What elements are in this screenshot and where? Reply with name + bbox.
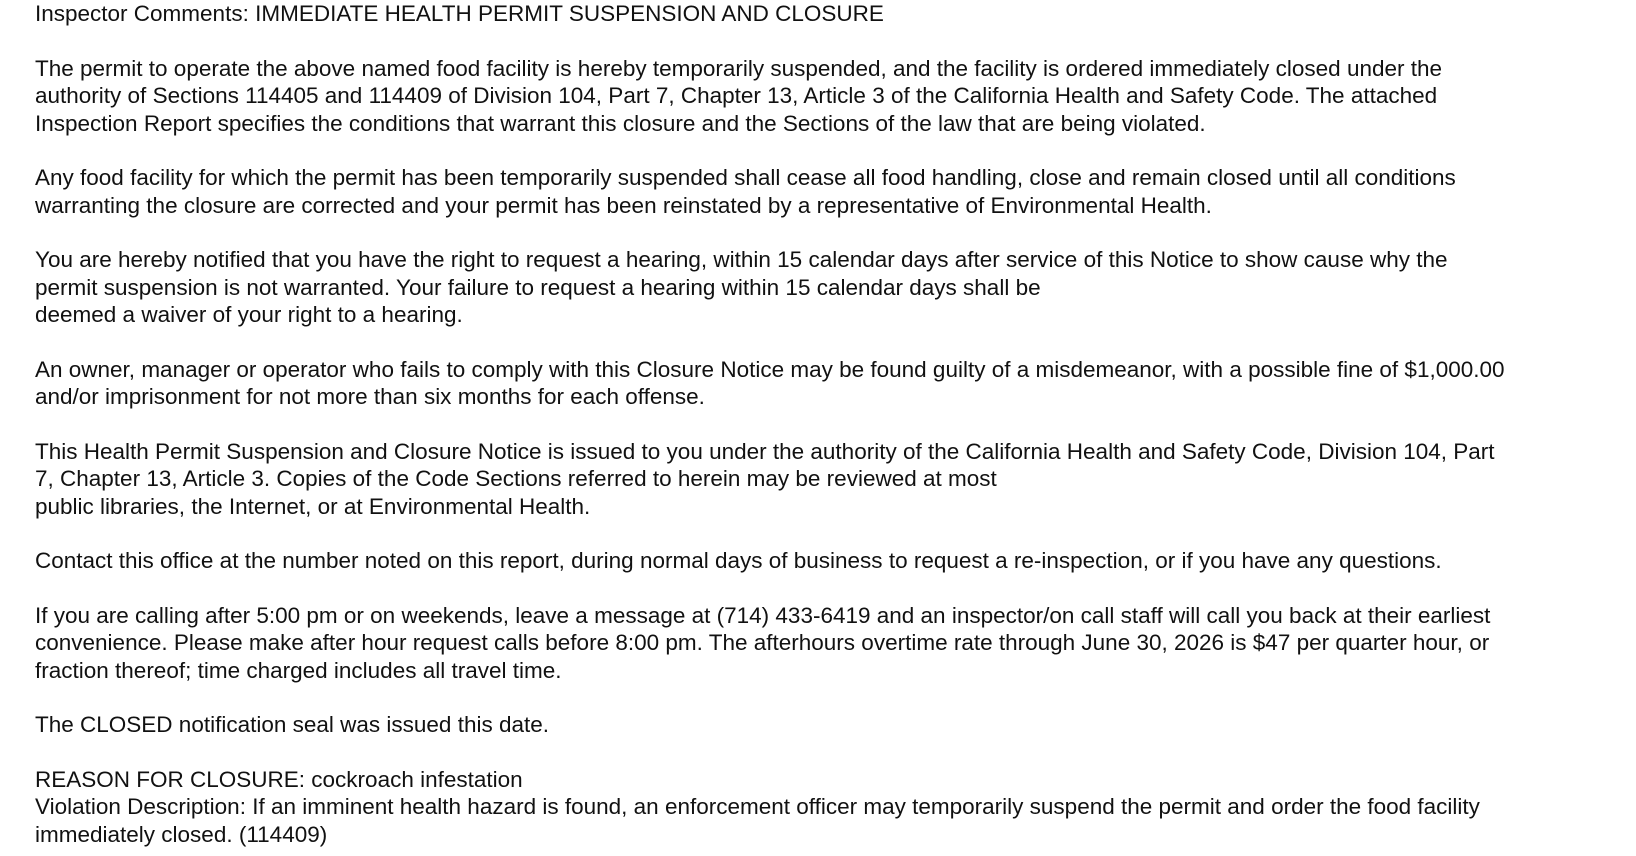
- paragraph-line: and/or imprisonment for not more than six months for each offense.: [35, 384, 705, 409]
- paragraph-line: You are hereby notified that you have the right to request a hearing, within 15 calendar days after service of this Notice to show cause why the: [35, 247, 1448, 272]
- paragraph-permit-suspension: [35, 55, 1625, 138]
- paragraph-cease-handling: [35, 164, 1625, 219]
- paragraph-after-hours: [35, 602, 1625, 685]
- paragraph-line: An owner, manager or operator who fails to comply with this Closure Notice may be found guilty of a misdemeanor, with a possible fine of $1,000.00: [35, 356, 1505, 382]
- paragraph-misdemeanor-penalty: [35, 356, 1625, 411]
- paragraph-line: Inspection Report specifies the conditions that warrant this closure and the Sections of the law that are being violated.: [35, 110, 1206, 136]
- inspector-comments-header: [35, 0, 1625, 28]
- paragraph-closed-seal: [35, 711, 1625, 739]
- paragraph-line: If you are calling after 5:00 pm or on weekends, leave a message at (714) 433-6419 and an inspector/on call staff will call you back at their earliest: [35, 602, 1491, 628]
- paragraph-line: public libraries, the Internet, or at Environmental Health.: [35, 493, 591, 519]
- inspector-comments-title: Inspector Comments: IMMEDIATE HEALTH PERMIT SUSPENSION AND CLOSURE: [35, 1, 884, 26]
- paragraph-line: This Health Permit Suspension and Closure Notice is issued to you under the authority of the California Health and Safety Code, Division 104, Part: [35, 438, 1495, 464]
- paragraph-contact-office: [35, 547, 1625, 575]
- paragraph-line: fraction thereof; time charged includes all travel time.: [35, 657, 562, 683]
- paragraph-line: deemed a waiver of your right to a hearing.: [35, 302, 463, 327]
- paragraph-line: Any food facility for which the permit has been temporarily suspended shall cease all food handling, close and remain closed until all conditions: [35, 165, 1456, 190]
- violation-description-line: immediately closed. (114409): [35, 821, 328, 847]
- paragraph-line: The permit to operate the above named food facility is hereby temporarily suspended, and the facility is ordered immediately closed under the: [35, 55, 1443, 81]
- paragraph-line: authority of Sections 114405 and 114409 of Division 104, Part 7, Chapter 13, Article 3 of the California Health and Safety Code. The attached: [35, 83, 1438, 108]
- paragraph-authority: [35, 438, 1625, 521]
- paragraph-line: warranting the closure are corrected and your permit has been reinstated by a representative of Environmental Health.: [35, 192, 1212, 218]
- paragraph-line: permit suspension is not warranted. Your failure to request a hearing within 15 calendar days shall be: [35, 274, 1041, 300]
- closure-reason: REASON FOR CLOSURE: cockroach infestation: [35, 766, 523, 792]
- violation-description-line: Violation Description: If an imminent health hazard is found, an enforcement officer may temporarily suspend the permit and order the food facility: [35, 794, 1480, 819]
- paragraph-hearing-rights: [35, 246, 1625, 329]
- closure-reason-section: [35, 766, 1625, 849]
- inspection-comments-document: [35, 0, 1625, 848]
- paragraph-line: Contact this office at the number noted on this report, during normal days of business to request a re-inspection, or if you have any questions.: [35, 548, 1442, 573]
- paragraph-line: 7, Chapter 13, Article 3. Copies of the Code Sections referred to herein may be reviewed at most: [35, 466, 997, 491]
- paragraph-line: convenience. Please make after hour request calls before 8:00 pm. The afterhours overtime rate through June 30, 2026 is $47 per quarter hour, or: [35, 630, 1490, 655]
- paragraph-line: The CLOSED notification seal was issued this date.: [35, 712, 550, 737]
